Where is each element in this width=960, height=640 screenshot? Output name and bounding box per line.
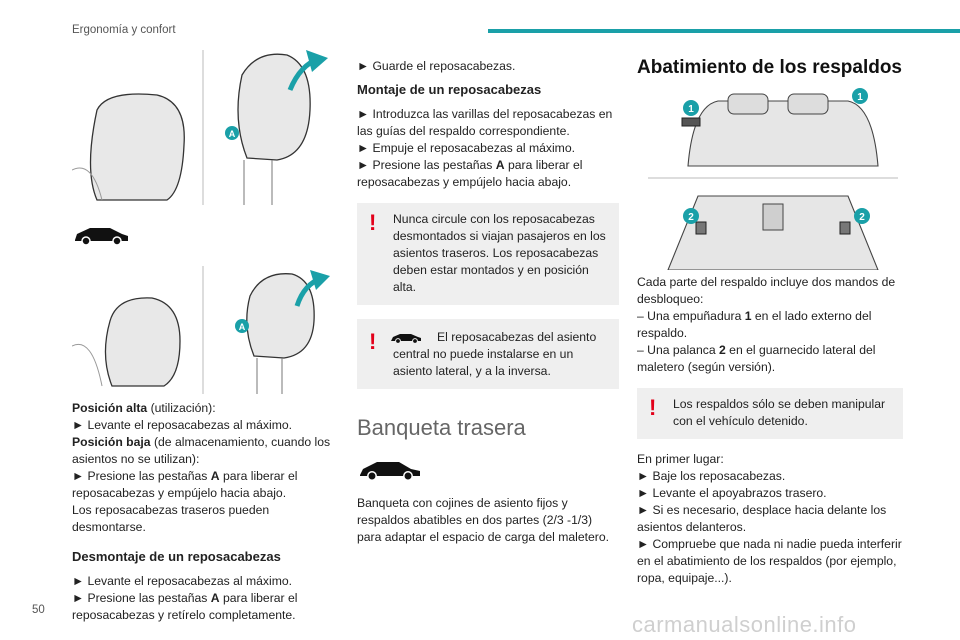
step-text: ► Presione las pestañas bbox=[72, 591, 211, 605]
heading-banqueta: Banqueta trasera bbox=[357, 415, 526, 440]
warning-box-1 bbox=[357, 203, 619, 305]
banqueta-description: Banqueta con cojines de asiento fijos y respaldos abatibles en dos partes (2/3 -1/3) para adaptar el espacio de carga del maletero. bbox=[357, 496, 610, 544]
step-move-front-seats: ► Si es necesario, desplace hacia delante los asientos delanteros. bbox=[637, 503, 887, 534]
pos-baja-label: Posición baja bbox=[72, 435, 151, 449]
heading-desmontaje: Desmontaje de un reposacabezas bbox=[72, 549, 281, 564]
headrest-illustration-top bbox=[72, 50, 338, 205]
car-icon bbox=[390, 332, 422, 344]
headrest-illustration-bottom bbox=[72, 266, 338, 394]
warning-text: Los respaldos sólo se deben manipular con el vehículo detenido. bbox=[673, 397, 886, 428]
column-middle bbox=[357, 58, 619, 546]
callout-ref: A bbox=[210, 469, 220, 483]
rear-seat-illustration bbox=[648, 86, 898, 270]
step-press-tabs bbox=[72, 468, 340, 502]
list-text: – Una empuñadura bbox=[637, 309, 745, 323]
sedan-icon bbox=[357, 459, 423, 481]
callout-ref: 1 bbox=[744, 309, 752, 323]
warning-box-3 bbox=[637, 388, 903, 439]
removable-note: Los reposacabezas traseros pueden desmontarse. bbox=[72, 503, 270, 534]
intro-paragraph: Cada parte del respaldo incluye dos mandos de desbloqueo: bbox=[637, 275, 896, 306]
warning-icon: ! bbox=[369, 329, 377, 354]
first-steps-label: En primer lugar: bbox=[637, 452, 724, 466]
list-item-lever bbox=[637, 342, 903, 376]
step-raise-armrest: ► Levante el apoyabrazos trasero. bbox=[637, 486, 827, 500]
warning-text: El reposacabezas del asiento central no puede instalarse en un asiento lateral, y a la inversa. bbox=[393, 330, 597, 378]
section-header: Ergonomía y confort bbox=[72, 24, 176, 36]
warning-icon: ! bbox=[369, 210, 377, 235]
heading-abatimiento: Abatimiento de los respaldos bbox=[637, 57, 902, 78]
step-store: ► Guarde el reposacabezas. bbox=[357, 59, 516, 73]
svg-text:1: 1 bbox=[688, 104, 694, 115]
step-check-clearance: ► Compruebe que nada ni nadie pueda interferir en el abatimiento de los respaldos (por ejemplo, ropa, equipaje...). bbox=[637, 537, 902, 585]
step-press-remove bbox=[72, 590, 340, 624]
heading-montaje: Montaje de un reposacabezas bbox=[357, 82, 542, 97]
page-number: 50 bbox=[32, 604, 45, 616]
list-text: en el guarnecido lateral del maletero (según versión). bbox=[637, 343, 876, 374]
step-insert: ► Introduzca las varillas del reposacabezas en las guías del respaldo correspondiente. bbox=[357, 107, 613, 138]
step-press-lower bbox=[357, 157, 619, 191]
position-high bbox=[72, 400, 340, 417]
step-raise-max: ► Levante el reposacabezas al máximo. bbox=[72, 574, 293, 588]
step-lower-headrests: ► Baje los reposacabezas. bbox=[637, 469, 786, 483]
svg-text:A: A bbox=[238, 322, 246, 332]
callout-ref: 2 bbox=[719, 343, 726, 357]
header-accent-bar bbox=[488, 29, 960, 33]
step-text: para liberar el reposacabezas y empújelo hacia abajo. bbox=[357, 158, 583, 189]
pos-alta-label: Posición alta bbox=[72, 401, 148, 415]
callout-ref: A bbox=[495, 158, 505, 172]
column-left bbox=[72, 400, 340, 624]
step-text: para liberar el reposacabezas y retírelo completamente. bbox=[72, 591, 298, 622]
svg-text:1: 1 bbox=[857, 92, 863, 103]
list-item-handle bbox=[637, 308, 903, 342]
step-text: ► Presione las pestañas bbox=[357, 158, 496, 172]
step-raise: ► Levante el reposacabezas al máximo. bbox=[72, 418, 293, 432]
step-push: ► Empuje el reposacabezas al máximo. bbox=[357, 141, 575, 155]
suv-icon bbox=[72, 224, 130, 246]
list-text: – Una palanca bbox=[637, 343, 719, 357]
pos-alta-text: (utilización): bbox=[147, 401, 216, 415]
warning-icon: ! bbox=[649, 395, 657, 420]
column-right bbox=[637, 56, 903, 80]
svg-text:A: A bbox=[228, 129, 236, 139]
warning-box-2 bbox=[357, 319, 619, 389]
warning-text: Nunca circule con los reposacabezas desmontados si viajan pasajeros en los asientos traseros. Los reposacabezas deben estar montados y en posición alta. bbox=[393, 212, 606, 294]
list-text: en el lado externo del respaldo. bbox=[637, 309, 872, 340]
step-text: ► Presione las pestañas bbox=[72, 469, 211, 483]
position-low bbox=[72, 434, 340, 468]
column-right-body bbox=[637, 274, 903, 587]
svg-text:2: 2 bbox=[688, 212, 694, 223]
watermark: carmanualsonline.info bbox=[632, 612, 857, 637]
callout-ref: A bbox=[210, 591, 220, 605]
svg-text:2: 2 bbox=[859, 212, 865, 223]
pos-baja-text: (de almacenamiento, cuando los asientos no se utilizan): bbox=[72, 435, 331, 466]
step-text: para liberar el reposacabezas y empújelo hacia abajo. bbox=[72, 469, 298, 500]
